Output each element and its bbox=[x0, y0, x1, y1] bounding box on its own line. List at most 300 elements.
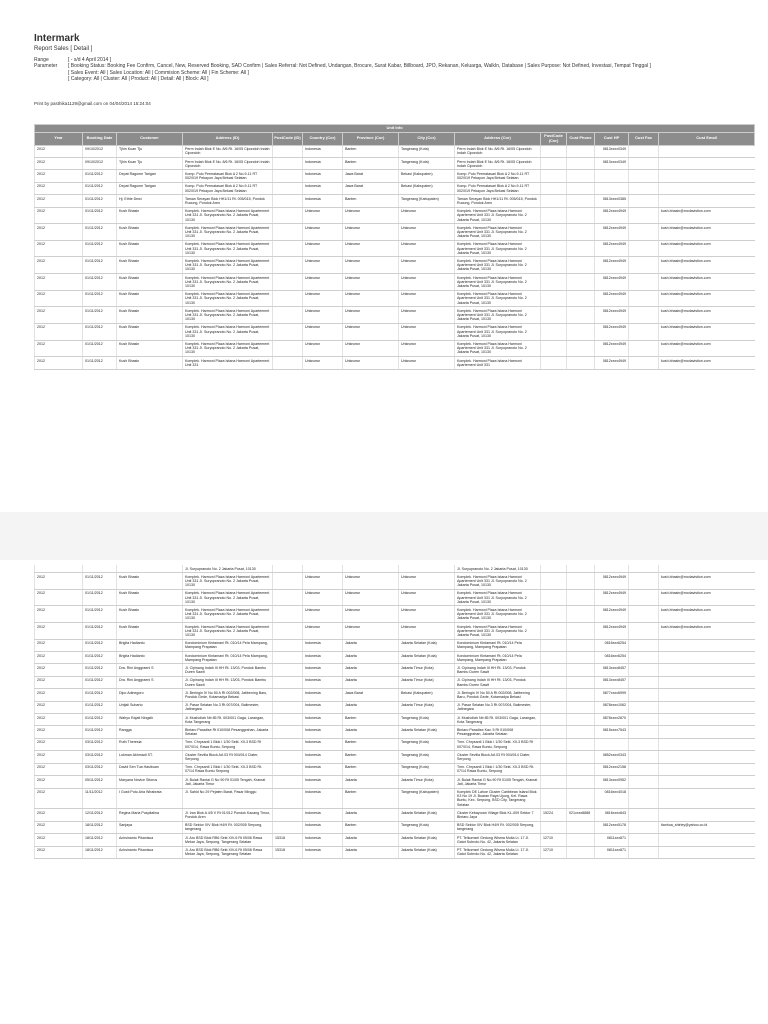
table-cell: Bintaro Paradise Kav. 5 Rt 010/008 Pesanggrahan, Jakarta Selatan bbox=[455, 726, 541, 738]
table-cell: Hj. Ethie Dewi bbox=[117, 195, 183, 207]
table-cell: Kush Bhasin bbox=[117, 573, 183, 590]
table-cell: 2012 bbox=[35, 652, 83, 664]
table-cell bbox=[629, 182, 659, 194]
table-cell bbox=[659, 701, 755, 713]
table-cell bbox=[567, 701, 595, 713]
table-row bbox=[35, 323, 755, 340]
table-row bbox=[35, 589, 755, 606]
table-cell bbox=[273, 738, 303, 750]
table-cell: 01/11/2012 bbox=[83, 357, 117, 369]
table-cell: 01/11/2012 bbox=[83, 589, 117, 606]
table-cell bbox=[273, 240, 303, 257]
table-cell bbox=[659, 664, 755, 676]
table-cell: 0877xxxx6999 bbox=[595, 689, 629, 701]
column-header: Country (Cor) bbox=[303, 132, 343, 145]
table-cell: Brigita Hadianto bbox=[117, 652, 183, 664]
table-cell: Tjhin Kuan Tju bbox=[117, 158, 183, 170]
table-cell: 0812xxxx4949 bbox=[595, 606, 629, 623]
table-cell: 12710 bbox=[541, 834, 567, 846]
table-cell: Indonesia bbox=[303, 751, 343, 763]
table-cell bbox=[629, 726, 659, 738]
table-cell bbox=[567, 158, 595, 170]
table-cell: 0815xxxx7543 bbox=[595, 726, 629, 738]
table-cell: kush.bhasin@mcdavistion.com bbox=[659, 257, 755, 274]
table-cell: Jl. Bulak Rantai G No 90 Rt 01/05 Tengah, Kramat Jati, Jakarta Timur bbox=[183, 776, 273, 788]
table-cell bbox=[659, 182, 755, 194]
table-cell bbox=[659, 846, 755, 858]
table-cell bbox=[273, 809, 303, 821]
table-cell: Cluster Kebayoran Village Blok KL-009 Sektor 7 Bintaro Jaya bbox=[455, 809, 541, 821]
table-cell: Indonesia bbox=[303, 846, 343, 858]
table-cell: 0812xxxx4949 bbox=[595, 307, 629, 324]
table-cell bbox=[567, 834, 595, 846]
report-title: Intermark bbox=[34, 33, 80, 44]
table-cell bbox=[541, 664, 567, 676]
column-header: Cust Phone bbox=[567, 132, 595, 145]
table-cell: Unknown bbox=[343, 606, 399, 623]
table-cell bbox=[567, 623, 595, 640]
column-header: City (Cor) bbox=[399, 132, 455, 145]
table-cell bbox=[541, 182, 567, 194]
table-cell: 2012 bbox=[35, 224, 83, 241]
table-cell: Tjhin Kuan Tju bbox=[117, 145, 183, 157]
table-cell: Unknown bbox=[343, 323, 399, 340]
table-cell bbox=[273, 357, 303, 369]
table-cell: 0812xxxx4949 bbox=[595, 573, 629, 590]
table-row bbox=[35, 652, 755, 664]
table-cell bbox=[567, 170, 595, 182]
table-cell bbox=[541, 639, 567, 651]
table-cell: Unknown bbox=[303, 606, 343, 623]
table-cell bbox=[595, 738, 629, 750]
table-cell bbox=[541, 652, 567, 664]
table-cell: 0813xxxx0952 bbox=[595, 776, 629, 788]
table-cell: Unknown bbox=[303, 573, 343, 590]
table-cell: Komplek. Harmoni Plaza Istana Harmoni Apartement Unit 331 bbox=[455, 357, 541, 369]
table-cell bbox=[629, 821, 659, 833]
table-cell: 0812xxxx4949 bbox=[595, 589, 629, 606]
table-cell: Lukman Akhmadi ST. bbox=[117, 751, 183, 763]
table-cell: 0813xxxx0385 bbox=[595, 195, 629, 207]
table-cell bbox=[629, 714, 659, 726]
table-cell: 11/11/2012 bbox=[83, 788, 117, 809]
table-cell bbox=[541, 290, 567, 307]
table-cell: Komp. Pulo Permatasari Blok A 2 No.9-11 RT 002/019 Pekayon Jaya Bekasi Selatan bbox=[455, 182, 541, 194]
table-cell bbox=[273, 623, 303, 640]
table-cell bbox=[629, 623, 659, 640]
table-row bbox=[35, 145, 755, 157]
table-cell: Unknown bbox=[399, 623, 455, 640]
table-cell: Tangerang (Kota) bbox=[399, 738, 455, 750]
table-cell bbox=[629, 195, 659, 207]
table-cell: Kush Bhasin bbox=[117, 606, 183, 623]
table-cell: Jakarta bbox=[343, 676, 399, 688]
table-cell: Sanjaya bbox=[117, 821, 183, 833]
table-cell: Jl. Beringin IV No 50 A Rt 002/008, Jatibening Baru, Pondok Gede, Kotamadya Bekasi bbox=[183, 689, 273, 701]
table-cell bbox=[629, 834, 659, 846]
table-cell: Jakarta Timur (Kota) bbox=[399, 701, 455, 713]
table-cell bbox=[273, 340, 303, 357]
table-cell: Tmn. Chrysanti 1 Blok I 1/30 Sekt. XII-3 BSD Rt 007/014, Rawa Buntu, Serpong bbox=[455, 738, 541, 750]
table-row bbox=[35, 821, 755, 833]
table-cell bbox=[541, 170, 567, 182]
table-cell: Unknown bbox=[303, 240, 343, 257]
range-value: [ - s/d 4 April 2014 ] bbox=[68, 57, 112, 63]
table-cell: 18/11/2012 bbox=[83, 846, 117, 858]
table-cell bbox=[659, 776, 755, 788]
table-cell bbox=[659, 652, 755, 664]
table-cell bbox=[567, 846, 595, 858]
table-row bbox=[35, 565, 755, 573]
table-cell: 2012 bbox=[35, 573, 83, 590]
table-cell: kush.bhasin@mcdavistion.com bbox=[659, 240, 755, 257]
column-header: Province (Cor) bbox=[343, 132, 399, 145]
table-cell: Jakarta bbox=[343, 701, 399, 713]
table-cell: Kush Bhasin bbox=[117, 323, 183, 340]
sales-table-page-1 bbox=[34, 124, 755, 370]
table-cell: Komplek. Harmoni Plaza Istana Harmoni Apartement Unit 331 Jl. Suryopranoto No. 2 Jakarta Pusat, 10130 bbox=[183, 589, 273, 606]
table-cell: kush.bhasin@mcdavistion.com bbox=[659, 589, 755, 606]
parameter-line: [ Booking Status: Booking Fee Confirm, Cancel, New, Reserved Booking, SAD Confirm | Sales Referral: Not Defined, Undangan, Brocure, Surat Kabar, Billboard, JPO, Rekanan, Keluarga, WalkIn, Database | Sales Purpose: Not Defined, Investasi, Tempat Tinggal ] bbox=[68, 63, 651, 70]
table-cell: Jl. Pasar Selatan No.3 Rt 007/004, Balimester, Jatinegara bbox=[455, 701, 541, 713]
table-cell: kush.bhasin@mcdavistion.com bbox=[659, 307, 755, 324]
table-cell bbox=[595, 182, 629, 194]
table-cell: Indonesia bbox=[303, 664, 343, 676]
table-cell bbox=[273, 307, 303, 324]
table-cell: Jl. Cipinang Indah III HH Rt. 13/03, Pondok Bambu Duren Sawit bbox=[183, 664, 273, 676]
table-cell: Unknown bbox=[303, 589, 343, 606]
table-cell: Kush Bhasin bbox=[117, 307, 183, 324]
table-cell: 0812xxxx4949 bbox=[595, 257, 629, 274]
table-cell bbox=[659, 689, 755, 701]
table-cell: Komplek. Harmoni Plaza Istana Harmoni Apartement Unit 331 Jl. Suryopranoto No. 2 Jakarta Pusat, 10130 bbox=[455, 323, 541, 340]
table-cell: Komplek. Harmoni Plaza Istana Harmoni Apartement Unit 331 Jl. Suryopranoto No. 2 Jakarta Pusat, 10130 bbox=[455, 589, 541, 606]
report-page-2 bbox=[0, 560, 768, 1024]
table-cell: 15318 bbox=[273, 846, 303, 858]
table-cell: Unknown bbox=[303, 323, 343, 340]
table-cell: 2012 bbox=[35, 763, 83, 775]
table-row bbox=[35, 207, 755, 224]
column-header: Cust Fax bbox=[629, 132, 659, 145]
table-row bbox=[35, 224, 755, 241]
table-cell: 01/11/2012 bbox=[83, 340, 117, 357]
table-cell: 2012 bbox=[35, 809, 83, 821]
table-cell bbox=[567, 340, 595, 357]
table-cell: Tangerang (Kabupaten) bbox=[399, 195, 455, 207]
table-cell: PT. Telkomsel Gedung Wisma Mulia Lt. 17 Jl. Gatot Subroto No. 42, Jakarta Selatan bbox=[455, 846, 541, 858]
table-cell: Jakarta bbox=[343, 652, 399, 664]
table-cell bbox=[659, 714, 755, 726]
parameter-line: [ Sales Event: All | Sales Location: All | Commision Scheme: All | Fin Scheme: All ] bbox=[68, 69, 249, 76]
table-cell: Unknown bbox=[399, 274, 455, 291]
table-cell: Jakarta Selatan (Kota) bbox=[399, 639, 455, 651]
table-cell: 2012 bbox=[35, 689, 83, 701]
page-break bbox=[0, 512, 768, 560]
table-cell: Jakarta bbox=[343, 664, 399, 676]
table-cell bbox=[273, 257, 303, 274]
table-cell: Jl. Aru BSD Blok RB6 Sekt XIV-6 Rt 05/06 Rawa Mekar Jaya, Serpong, Tangerang Selatan bbox=[183, 834, 273, 846]
table-cell bbox=[567, 224, 595, 241]
table-cell: Kondominium Kintamani Rt. 010/14 Pela Mampang, Mampang Prapatan bbox=[455, 652, 541, 664]
table-cell: Jl. Pasar Selatan No.3 Rt 007/004, Balimester, Jatinegara bbox=[183, 701, 273, 713]
table-cell bbox=[567, 589, 595, 606]
table-cell: 2012 bbox=[35, 639, 83, 651]
table-cell: Unknown bbox=[343, 623, 399, 640]
table-cell: Jl. Suryopranoto No. 2 Jakarta Pusat, 10130 bbox=[183, 565, 273, 573]
table-cell bbox=[273, 776, 303, 788]
table-cell: Indonesia bbox=[303, 726, 343, 738]
table-cell: Bekasi (Kabupaten) bbox=[399, 170, 455, 182]
table-cell bbox=[541, 357, 567, 369]
table-cell: 2012 bbox=[35, 589, 83, 606]
table-cell bbox=[629, 145, 659, 157]
table-cell: Komplek. Harmoni Plaza Istana Harmoni Apartement Unit 331 Jl. Suryopranoto No. 2 Jakarta Pusat, 10130 bbox=[183, 274, 273, 291]
table-cell: 0812xxxx4949 bbox=[595, 274, 629, 291]
table-cell: Jl. Aru BSD Blok RB6 Sekt XIV-6 Rt 05/06 Rawa Mekar Jaya, Serpong, Tangerang Selatan bbox=[183, 846, 273, 858]
table-cell bbox=[659, 158, 755, 170]
table-cell: Indonesia bbox=[303, 821, 343, 833]
table-cell: Komp. Pulo Permatasari Blok A 2 No.9-11 RT 002/019 Pekayon Jaya Bekasi Selatan bbox=[183, 170, 273, 182]
table-cell bbox=[541, 738, 567, 750]
table-cell: Untjali Subarto bbox=[117, 701, 183, 713]
table-cell: 0816xxxx843 bbox=[595, 809, 629, 821]
table-cell bbox=[541, 776, 567, 788]
table-row bbox=[35, 676, 755, 688]
table-cell: Regina Maria Puspitalina bbox=[117, 809, 183, 821]
table-cell: kush.bhasin@mcdavistion.com bbox=[659, 290, 755, 307]
table-cell bbox=[541, 195, 567, 207]
report-parameters bbox=[34, 57, 654, 82]
table-cell: 01/11/2012 bbox=[83, 257, 117, 274]
table-cell: 0813xxxx8457 bbox=[595, 664, 629, 676]
table-cell bbox=[659, 195, 755, 207]
table-cell: Indonesia bbox=[303, 195, 343, 207]
table-cell bbox=[659, 763, 755, 775]
column-header: Address (ID) bbox=[183, 132, 273, 145]
table-cell bbox=[303, 565, 343, 573]
table-cell bbox=[273, 274, 303, 291]
table-cell: 09/10/2012 bbox=[83, 145, 117, 157]
table-cell bbox=[629, 701, 659, 713]
table-cell: 2012 bbox=[35, 788, 83, 809]
table-cell: Komplek. Harmoni Plaza Istana Harmoni Apartement Unit 331 Jl. Suryopranoto No. 2 Jakarta Pusat, 10130 bbox=[455, 224, 541, 241]
table-cell bbox=[629, 846, 659, 858]
table-cell: Komplek. Harmoni Plaza Istana Harmoni Apartement Unit 331 Jl. Suryopranoto No. 2 Jakarta Pusat, 10130 bbox=[183, 573, 273, 590]
table-row bbox=[35, 714, 755, 726]
parameter-row bbox=[34, 63, 654, 82]
table-row bbox=[35, 689, 755, 701]
table-cell: Jl. Bulak Rantai G No.90 Rt 01/05 Tengah, Kramat Jati, Jakarta Timur bbox=[455, 776, 541, 788]
table-row bbox=[35, 274, 755, 291]
table-cell bbox=[273, 195, 303, 207]
table-row bbox=[35, 846, 755, 858]
table-cell: 2012 bbox=[35, 623, 83, 640]
table-cell: BSD Sektor XIV Blok H4/9 Rt. 002/005 Serpong, tangerang bbox=[183, 821, 273, 833]
table-cell bbox=[273, 664, 303, 676]
table-cell: kush.bhasin@mcdavistion.com bbox=[659, 357, 755, 369]
table-cell bbox=[273, 639, 303, 651]
table-cell: 01/11/2012 bbox=[83, 323, 117, 340]
table-cell: 03/11/2012 bbox=[83, 763, 117, 775]
table-cell: I Gusti Putu Aria Wirabrata bbox=[117, 788, 183, 809]
table-cell bbox=[629, 357, 659, 369]
table-cell bbox=[541, 763, 567, 775]
table-row bbox=[35, 751, 755, 763]
table-row bbox=[35, 664, 755, 676]
table-cell: Jakarta Selatan (Kota) bbox=[399, 809, 455, 821]
table-cell bbox=[541, 158, 567, 170]
table-cell: Unknown bbox=[399, 224, 455, 241]
table-cell bbox=[629, 606, 659, 623]
table-cell bbox=[595, 565, 629, 573]
table-cell: kush.bhasin@mcdavistion.com bbox=[659, 606, 755, 623]
table-cell bbox=[659, 676, 755, 688]
table-cell: 2012 bbox=[35, 738, 83, 750]
table-cell: Banten bbox=[343, 714, 399, 726]
table-cell bbox=[567, 357, 595, 369]
table-cell: Unknown bbox=[303, 340, 343, 357]
table-cell: 2012 bbox=[35, 701, 83, 713]
table-cell bbox=[273, 652, 303, 664]
table-cell: 2012 bbox=[35, 158, 83, 170]
table-cell bbox=[659, 726, 755, 738]
table-cell: Unknown bbox=[399, 573, 455, 590]
table-cell bbox=[567, 207, 595, 224]
table-cell: Tangerang (Kabupaten) bbox=[399, 788, 455, 809]
table-cell: Kush Bhasin bbox=[117, 240, 183, 257]
table-cell: Taman Serayan Blok HH1/11 Rt. 005/015, Pondok Rucung, Pondok Aren bbox=[455, 195, 541, 207]
table-cell: Unknown bbox=[343, 290, 399, 307]
table-cell: Kush Bhasin bbox=[117, 257, 183, 274]
table-cell bbox=[273, 182, 303, 194]
table-cell: 01/11/2012 bbox=[83, 240, 117, 257]
table-cell: kush.bhasin@mcdavistion.com bbox=[659, 323, 755, 340]
table-cell: Unknown bbox=[303, 307, 343, 324]
table-cell: 01/11/2012 bbox=[83, 274, 117, 291]
table-cell bbox=[567, 676, 595, 688]
table-cell bbox=[567, 664, 595, 676]
table-cell bbox=[567, 307, 595, 324]
table-cell: Jawa Barat bbox=[343, 689, 399, 701]
table-cell: kush.bhasin@mcdavistion.com bbox=[659, 623, 755, 640]
table-cell: Komplek. Harmoni Plaza Istana Harmoni Apartement Unit 331 Jl. Suryopranoto No. 2 Jakarta Pusat, 10130 bbox=[183, 257, 273, 274]
table-row bbox=[35, 170, 755, 182]
table-cell bbox=[629, 170, 659, 182]
table-cell: Jl. Cipinang Indah III HH Rt. 13/03, Pondok Bambu Duren Sawit bbox=[455, 676, 541, 688]
table-cell: Unknown bbox=[399, 290, 455, 307]
table-cell: Indonesia bbox=[303, 776, 343, 788]
table-cell: Kondominium Kintamani Rt. 010/14 Pela Mampang, Mampang Prapatan bbox=[455, 639, 541, 651]
table-cell bbox=[567, 726, 595, 738]
table-cell: Tangerang (Kota) bbox=[399, 751, 455, 763]
table-cell: Jakarta Selatan (Kota) bbox=[399, 834, 455, 846]
table-cell: Jakarta bbox=[343, 846, 399, 858]
table-cell bbox=[659, 809, 755, 821]
table-cell: 2012 bbox=[35, 676, 83, 688]
table-cell: Jakarta Timur (Kota) bbox=[399, 676, 455, 688]
table-cell: Jakarta Selatan (Kota) bbox=[399, 726, 455, 738]
table-cell: Unknown bbox=[303, 274, 343, 291]
table-cell bbox=[567, 565, 595, 573]
table-cell: 2012 bbox=[35, 307, 83, 324]
table-cell: 2012 bbox=[35, 726, 83, 738]
table-row bbox=[35, 573, 755, 590]
table-cell: 0811xxx871 bbox=[595, 834, 629, 846]
table-cell: Dra. Rini Anggraeni S bbox=[117, 676, 183, 688]
table-cell: 0812xxxx4949 bbox=[595, 290, 629, 307]
table-cell bbox=[541, 257, 567, 274]
table-cell: kush.bhasin@mcdavistion.com bbox=[659, 224, 755, 241]
table-cell: Depat Ragume Tarigan bbox=[117, 182, 183, 194]
table-cell: 01/11/2012 bbox=[83, 689, 117, 701]
table-cell bbox=[629, 676, 659, 688]
table-cell: Wahyu Rajati Ningsih bbox=[117, 714, 183, 726]
table-cell bbox=[83, 565, 117, 573]
table-cell: 01/11/2012 bbox=[83, 290, 117, 307]
table-cell bbox=[567, 751, 595, 763]
table-cell bbox=[541, 240, 567, 257]
table-cell: Jawa Barat bbox=[343, 170, 399, 182]
table-cell: Unknown bbox=[343, 340, 399, 357]
group-header-row bbox=[35, 125, 755, 133]
table-cell bbox=[541, 573, 567, 590]
table-cell bbox=[595, 170, 629, 182]
table-cell: Banten bbox=[343, 738, 399, 750]
table-cell: Brigita Hadianto bbox=[117, 639, 183, 651]
table-cell: 01/11/2012 bbox=[83, 207, 117, 224]
table-cell: 0812xxxx4949 bbox=[595, 323, 629, 340]
table-cell bbox=[567, 274, 595, 291]
table-cell: 01/11/2012 bbox=[83, 573, 117, 590]
table-cell bbox=[399, 565, 455, 573]
table-cell: Banten bbox=[343, 788, 399, 809]
table-cell: Dipo Adinegoro bbox=[117, 689, 183, 701]
table-body bbox=[35, 565, 755, 858]
table-cell: Komplek. Harmoni Plaza Istana Harmoni Apartement Unit 331 Jl. Suryopranoto No. 2 Jakarta Pusat, 10130 bbox=[455, 606, 541, 623]
table-cell: Bintaro Paradise Rt 010/008 Pesanggrahan, Jakarta Selatan bbox=[183, 726, 273, 738]
table-cell: Jawa Barat bbox=[343, 182, 399, 194]
table-cell: 03/11/2012 bbox=[83, 738, 117, 750]
table-cell: Tangerang (Kota) bbox=[399, 763, 455, 775]
table-row bbox=[35, 834, 755, 846]
table-row bbox=[35, 195, 755, 207]
table-cell: Indonesia bbox=[303, 158, 343, 170]
table-cell: 01/11/2012 bbox=[83, 676, 117, 688]
table-cell bbox=[629, 290, 659, 307]
table-cell: Unknown bbox=[343, 307, 399, 324]
table-cell bbox=[567, 714, 595, 726]
table-cell: Komplek. Harmoni Plaza Istana Harmoni Apartement Unit 331 Jl. Suryopranoto No. 2 Jakarta Pusat, 10130 bbox=[455, 573, 541, 590]
table-cell: Banten bbox=[343, 158, 399, 170]
table-cell: 0812xxxx4949 bbox=[595, 623, 629, 640]
table-cell bbox=[541, 689, 567, 701]
table-cell: Komplek. Harmoni Plaza Istana Harmoni Apartement Unit 331 Jl. Suryopranoto No. 2 Jakarta Pusat, 10130 bbox=[183, 606, 273, 623]
table-cell: Kush Bhasin bbox=[117, 207, 183, 224]
table-row bbox=[35, 182, 755, 194]
table-cell: 021xxxx8888 bbox=[567, 809, 595, 821]
table-cell: Jl. Iran Blok A 4/5 V Rt 01/012 Pondok Kacang Timur, Pondok Aren bbox=[183, 809, 273, 821]
table-cell bbox=[659, 565, 755, 573]
table-cell: Unknown bbox=[399, 240, 455, 257]
table-cell: Unknown bbox=[343, 274, 399, 291]
table-cell bbox=[629, 788, 659, 809]
table-cell: 2012 bbox=[35, 182, 83, 194]
table-cell: Unknown bbox=[399, 307, 455, 324]
table-cell: David Sen Tua Hasibuan bbox=[117, 763, 183, 775]
table-cell: 15318 bbox=[273, 834, 303, 846]
table-cell bbox=[541, 307, 567, 324]
table-cell: 2012 bbox=[35, 207, 83, 224]
